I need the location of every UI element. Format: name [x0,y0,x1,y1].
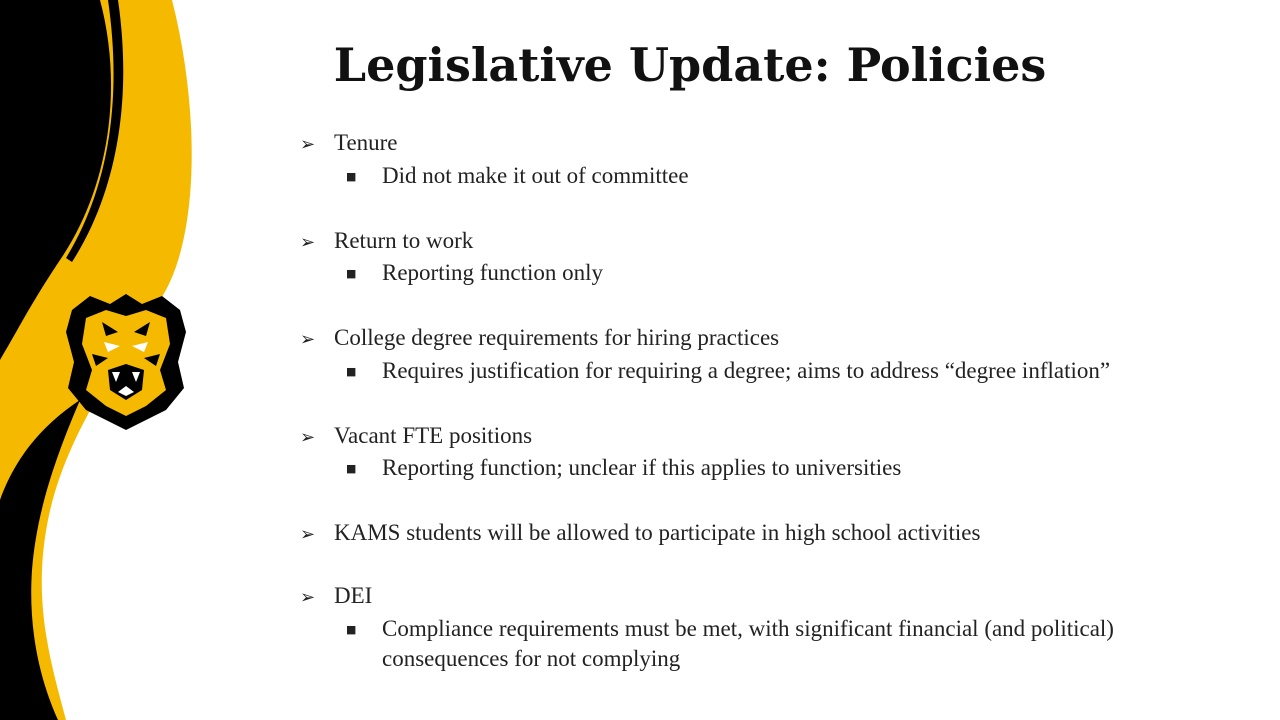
bullet-tenure [300,128,1200,161]
sub-bullet [346,614,1200,675]
square-bullet-icon: ■ [346,622,357,636]
arrow-bullet-icon: ➢ [300,231,316,253]
sub-bullet-text: Reporting function only [382,260,604,285]
sub-bullet-text: Requires justification for requiring a degree; aims to address “degree inflation” [382,357,1111,383]
bullet-text: KAMS students will be allowed to participate in high school activities [334,520,981,545]
sub-bullet [346,161,1200,196]
arrow-bullet-icon: ➢ [300,329,316,350]
sub-bullet [346,258,1200,293]
sub-bullet-text: Compliance requirements must be met, with significant financial (and political) consequences for not complying [382,615,1114,671]
arrow-bullet-icon: ➢ [300,134,316,155]
sub-bullet-text: Did not make it out of committee [382,162,689,188]
bullet-text: College degree requirements for hiring practices [334,325,780,350]
bullet-vacant-fte [300,421,1200,454]
square-bullet-icon: ■ [346,169,357,183]
arrow-bullet-icon: ➢ [300,587,316,608]
square-bullet-icon: ■ [346,364,357,378]
bullet-text: Tenure [334,130,398,155]
square-bullet-icon: ■ [346,462,357,475]
bullet-text: Return to work [334,227,474,253]
bullet-return-to-work [300,226,1200,259]
arrow-bullet-icon: ➢ [300,426,316,448]
square-bullet-icon: ■ [346,267,357,280]
bullet-kams [300,518,1200,551]
sub-bullet [346,453,1200,488]
sub-bullet [346,356,1200,391]
sub-bullet-text: Reporting function; unclear if this applies to universities [382,455,902,480]
arrow-bullet-icon: ➢ [300,524,316,545]
bullet-list [300,128,1200,675]
bullet-text: DEI [334,583,373,608]
slide-title: Legislative Update: Policies [333,38,1047,92]
bullet-college-degree [300,323,1200,356]
bullet-text: Vacant FTE positions [334,422,533,448]
tiger-head-logo [62,292,190,432]
bullet-dei [300,581,1200,614]
